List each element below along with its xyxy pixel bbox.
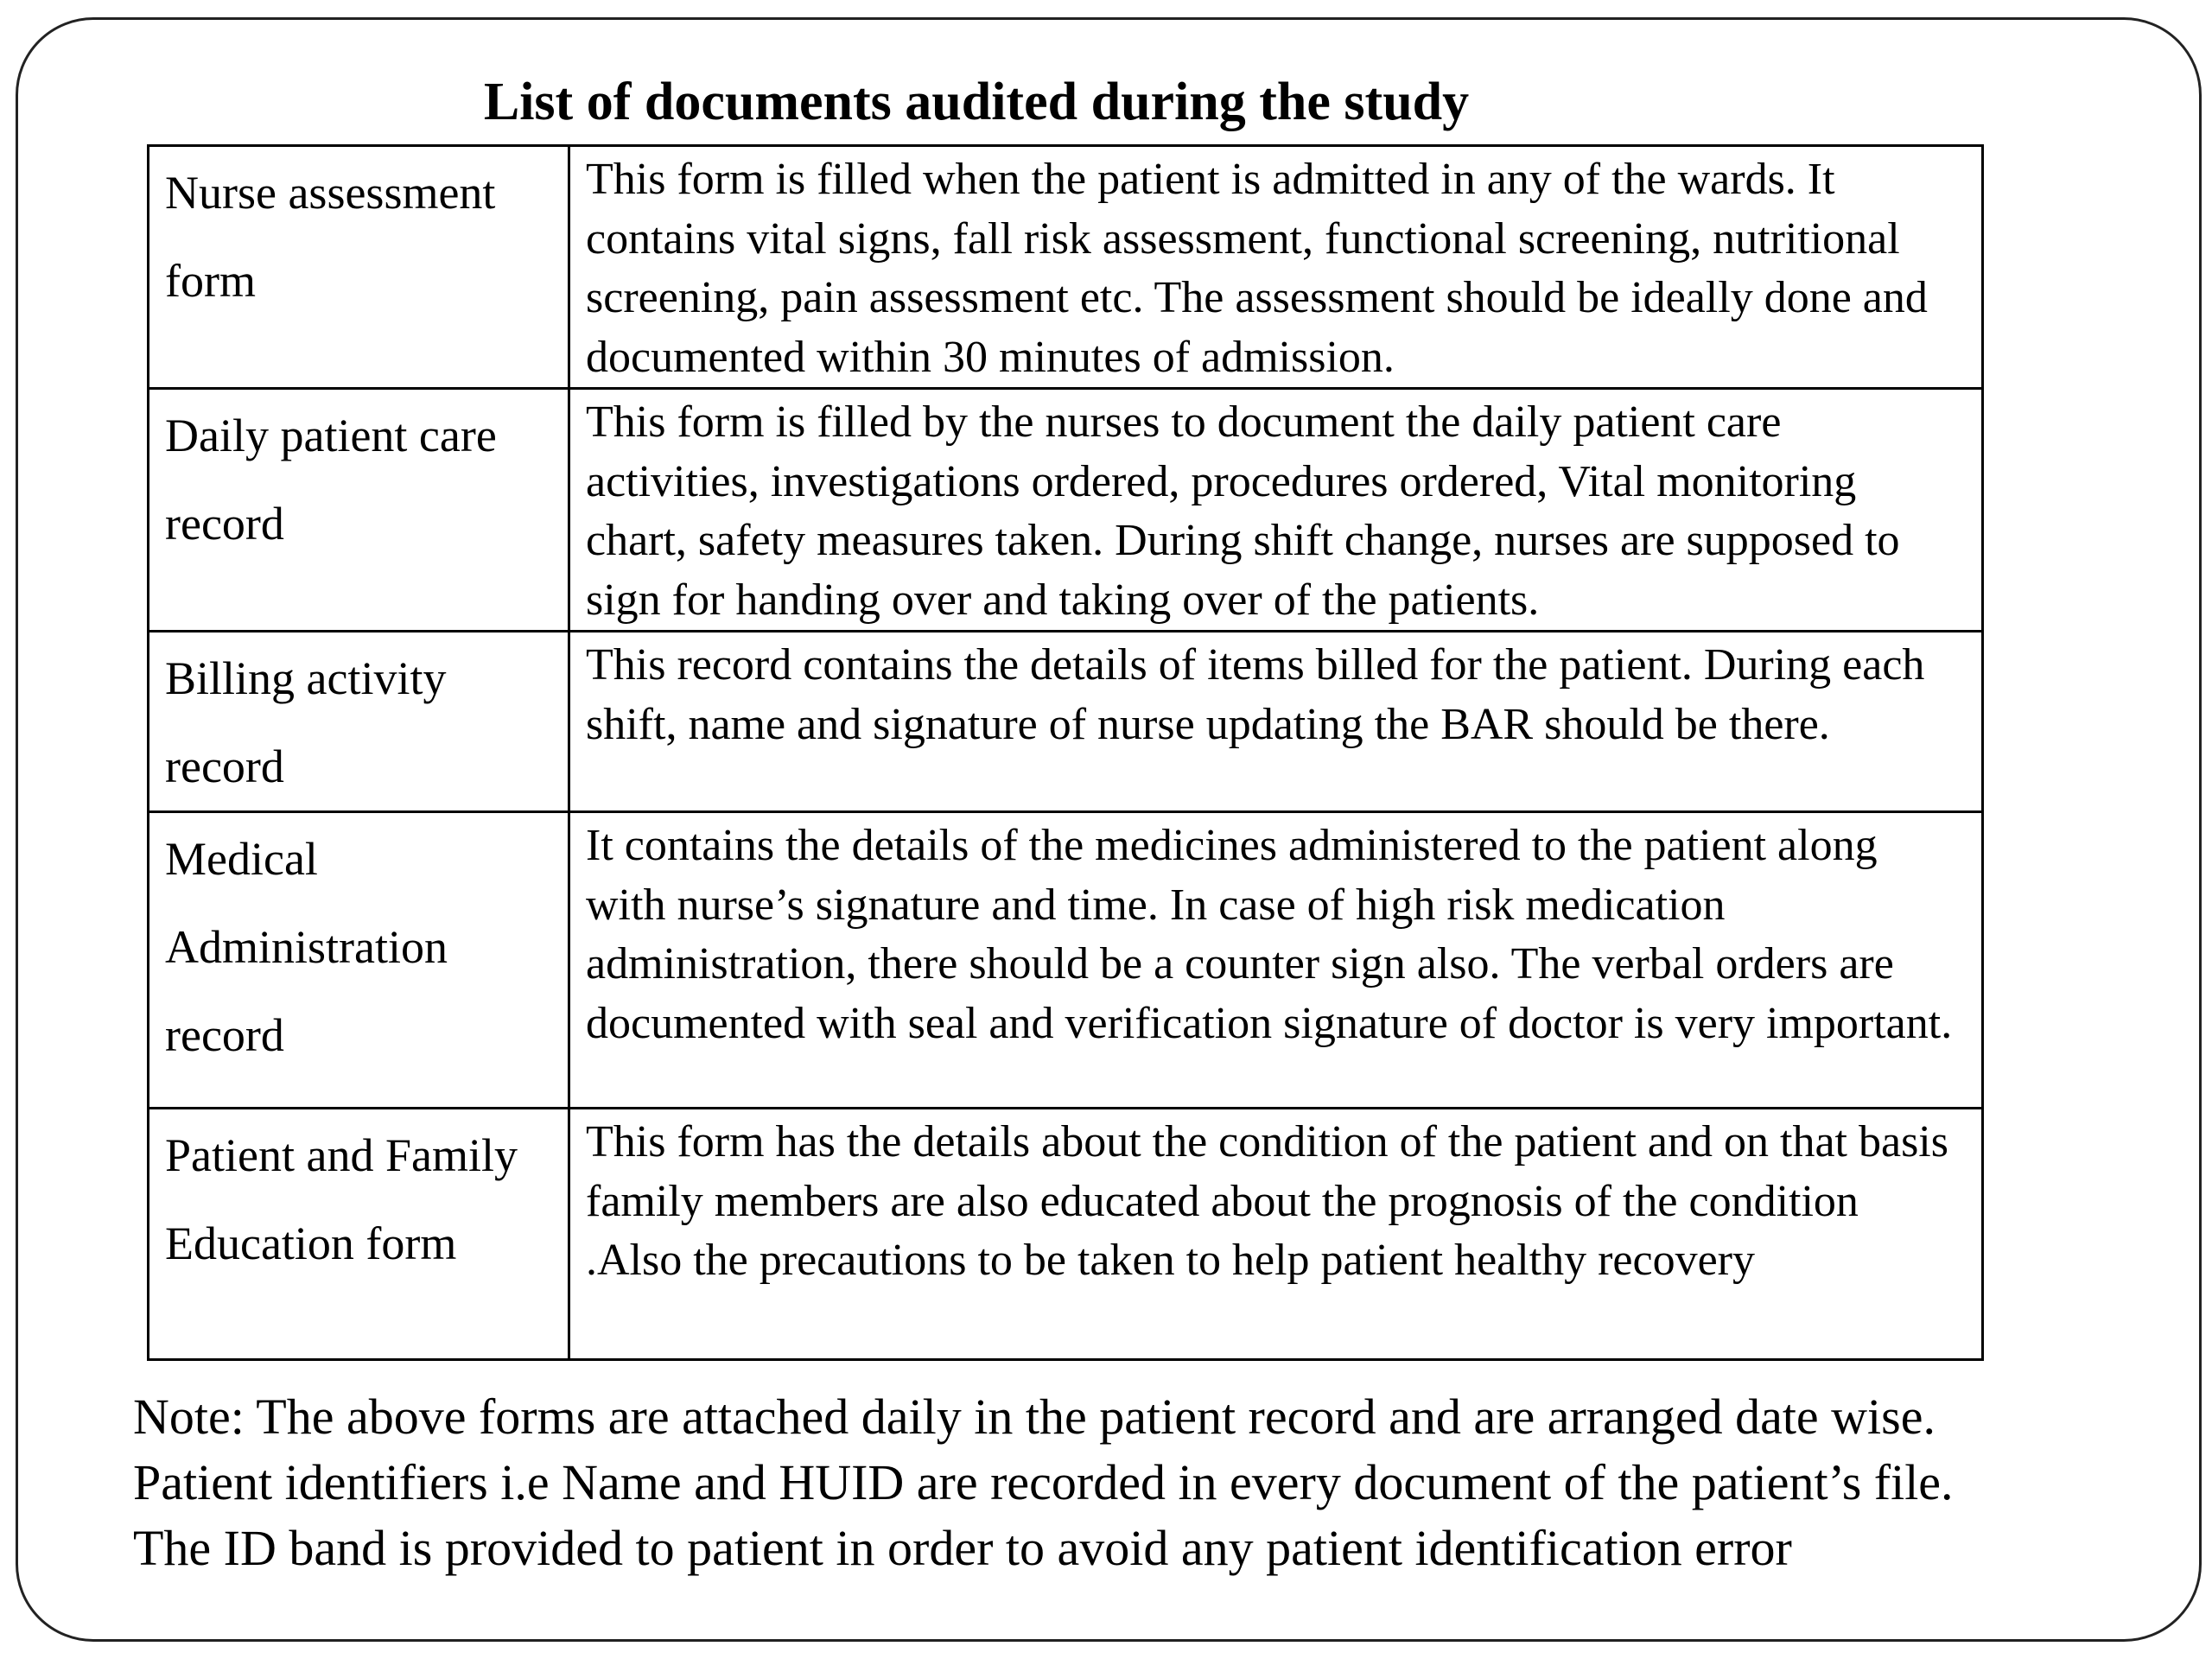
document-description: It contains the details of the medicines administered to the patient along with nurse’s signature and time. In case of high risk medication administration, there should be a counter sign also. The verbal orders are documented with seal and verification signature of doctor is very important.	[569, 812, 1983, 1109]
document-name: Nurse assessment form	[149, 146, 569, 389]
documents-table	[147, 144, 1984, 1361]
document-name: Medical Administration record	[149, 812, 569, 1109]
document-name: Patient and Family Education form	[149, 1109, 569, 1360]
table-row	[149, 389, 1983, 632]
document-name: Billing activity record	[149, 632, 569, 812]
document-description: This record contains the details of items billed for the patient. During each shift, name and signature of nurse updating the BAR should be there.	[569, 632, 1983, 812]
document-description: This form is filled by the nurses to document the daily patient care activities, investigations ordered, procedures ordered, Vital monitoring chart, safety measures taken. During shift change, nurses are supposed to sign for handing over and taking over of the patients.	[569, 389, 1983, 632]
table-row	[149, 632, 1983, 812]
page-title: List of documents audited during the study	[483, 73, 1470, 131]
table-row	[149, 812, 1983, 1109]
document-name: Daily patient care record	[149, 389, 569, 632]
table-row	[149, 146, 1983, 389]
document-description: This form is filled when the patient is admitted in any of the wards. It contains vital signs, fall risk assessment, functional screening, nutritional screening, pain assessment etc. The assessment should be ideally done and documented within 30 minutes of admission.	[569, 146, 1983, 389]
footnote: Note: The above forms are attached daily in the patient record and are arranged date wise. Patient identifiers i.e Name and HUID are recorded in every document of the patient’s file. The ID band is provided to patient in order to avoid any patient identification error	[133, 1389, 1954, 1576]
document-description: This form has the details about the condition of the patient and on that basis family members are also educated about the prognosis of the condition .Also the precautions to be taken to help patient healthy recovery	[569, 1109, 1983, 1360]
table-row	[149, 1109, 1983, 1360]
